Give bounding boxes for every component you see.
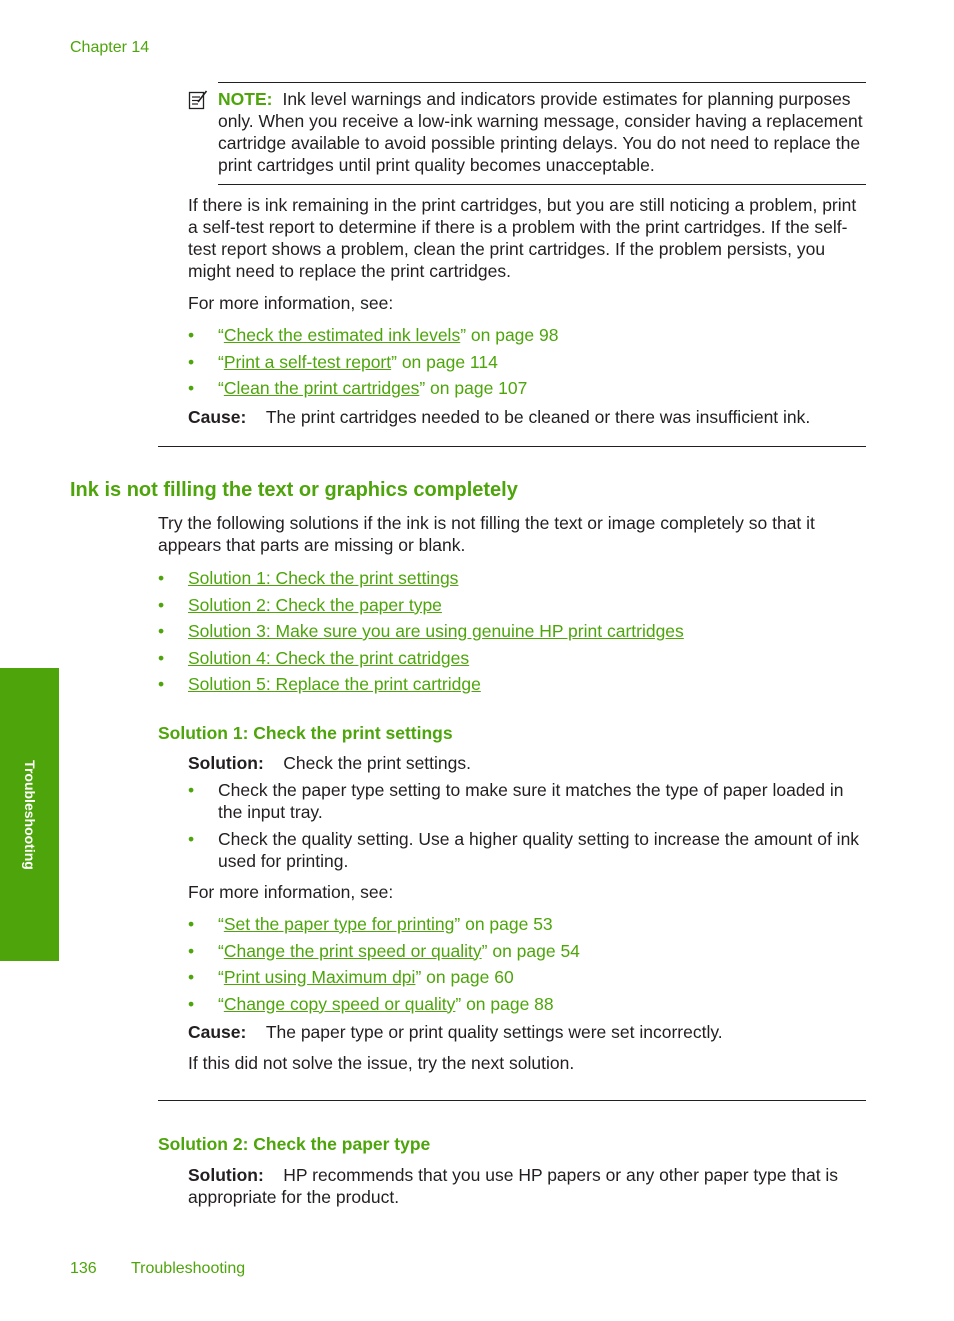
note-label: NOTE:	[218, 89, 273, 109]
list-item	[158, 592, 684, 619]
bullet-icon: •	[188, 325, 195, 345]
intro-links	[188, 322, 558, 402]
bullet-icon: •	[158, 594, 165, 615]
note-bottom-rule	[218, 184, 866, 185]
bullet-icon: •	[188, 829, 195, 849]
list-item	[158, 645, 684, 672]
list-item	[188, 911, 580, 938]
bullet-icon: •	[188, 967, 195, 987]
bullet-icon: •	[188, 914, 195, 934]
list-item	[188, 375, 558, 402]
link-clean-cartridges[interactable]: “Clean the print cartridges” on page 107	[218, 378, 528, 398]
bullet-icon: •	[158, 568, 165, 588]
list-item: • Check the quality setting. Use a higher quality setting to increase the amount of ink used for printing.	[188, 829, 860, 871]
list-item	[188, 991, 580, 1018]
cause-text: The paper type or print quality settings were set incorrectly.	[265, 1022, 723, 1042]
list-item	[158, 671, 684, 698]
solution1-more-info: For more information, see:	[188, 882, 394, 902]
cause-label: Cause:	[188, 407, 247, 427]
note-block	[188, 88, 868, 176]
bullet-icon: •	[188, 940, 195, 961]
solution1-solution	[188, 752, 471, 774]
solution2-title: Solution 2: Check the paper type	[158, 1134, 431, 1154]
solution1-links	[188, 911, 580, 1017]
bullet-icon: •	[158, 647, 165, 668]
list-item	[158, 565, 684, 592]
section-title: Ink is not filling the text or graphics completely	[70, 479, 518, 501]
list-item	[188, 938, 580, 965]
solution1-bullets	[188, 779, 868, 872]
solution-label: Solution:	[188, 753, 264, 773]
list-item	[188, 322, 558, 349]
intro-more-info: For more information, see:	[188, 293, 394, 313]
solution-text: HP recommends that you use HP papers or any other paper type that is appropriate for the product.	[188, 1165, 839, 1207]
solution-divider	[158, 1100, 866, 1101]
note-body: Ink level warnings and indicators provide estimates for planning purposes only. When you receive a low-ink warning message, consider having a replacement cartridge available to avoid possible printing delays. You do not need to replace the print cartridges until print quality becomes unacceptable.	[218, 89, 863, 175]
solution1-title: Solution 1: Check the print settings	[158, 723, 453, 743]
side-tab	[0, 668, 59, 961]
bullet-icon: •	[158, 621, 165, 641]
link-set-paper-type[interactable]: “Set the paper type for printing” on page 53	[218, 914, 553, 934]
bullet-icon: •	[158, 674, 165, 694]
list-item: • Check the paper type setting to make sure it matches the type of paper loaded in the input tray.	[188, 780, 844, 822]
intro-cause	[188, 406, 810, 428]
chapter-header: Chapter 14	[70, 39, 150, 56]
footer-section: Troubleshooting	[131, 1260, 246, 1277]
link-solution-5[interactable]: Solution 5: Replace the print cartridge	[188, 674, 481, 694]
page-number: 136	[70, 1260, 97, 1277]
solution-text: Check the print settings.	[283, 753, 471, 773]
bullet-icon: •	[188, 378, 195, 398]
solution2-solution	[188, 1164, 868, 1208]
cause-text: The print cartridges needed to be cleaned or there was insufficient ink.	[265, 407, 811, 427]
list-item	[188, 349, 558, 376]
link-check-ink-levels[interactable]: “Check the estimated ink levels” on page 98	[218, 325, 559, 345]
side-tab-label: Troubleshooting	[21, 759, 38, 870]
link-solution-2[interactable]: Solution 2: Check the paper type	[188, 594, 442, 615]
list-item	[188, 964, 580, 991]
cause-label: Cause:	[188, 1022, 247, 1042]
section-divider	[158, 446, 866, 447]
intro-paragraph: If there is ink remaining in the print cartridges, but you are still noticing a problem, print a self-test report to determine if there is a problem with the print cartridges. If the self-test report shows a problem, clean the print cartridges. If the problem persists, you might need to replace the print cartridges.	[188, 195, 857, 281]
link-self-test-report[interactable]: “Print a self-test report” on page 114	[218, 351, 498, 372]
bullet-icon: •	[188, 993, 195, 1014]
note-text	[218, 88, 866, 176]
section-intro: Try the following solutions if the ink is not filling the text or image completely so that it appears that parts are missing or blank.	[158, 513, 815, 555]
link-solution-1[interactable]: Solution 1: Check the print settings	[188, 568, 459, 588]
link-copy-speed[interactable]: “Change copy speed or quality” on page 88	[218, 993, 554, 1014]
list-item	[158, 618, 684, 645]
solutions-list	[158, 565, 684, 698]
solution-label: Solution:	[188, 1165, 264, 1185]
bullet-icon: •	[188, 351, 195, 372]
link-solution-4[interactable]: Solution 4: Check the print catridges	[188, 647, 470, 668]
solution1-next: If this did not solve the issue, try the next solution.	[188, 1053, 575, 1073]
bullet-icon: •	[188, 780, 195, 800]
link-solution-3[interactable]: Solution 3: Make sure you are using genuine HP print cartridges	[188, 621, 684, 641]
link-change-print-speed[interactable]: “Change the print speed or quality” on page 54	[218, 940, 580, 961]
solution1-cause	[188, 1021, 723, 1043]
note-icon	[188, 90, 208, 110]
note-top-rule	[218, 82, 866, 83]
link-max-dpi[interactable]: “Print using Maximum dpi” on page 60	[218, 967, 514, 987]
